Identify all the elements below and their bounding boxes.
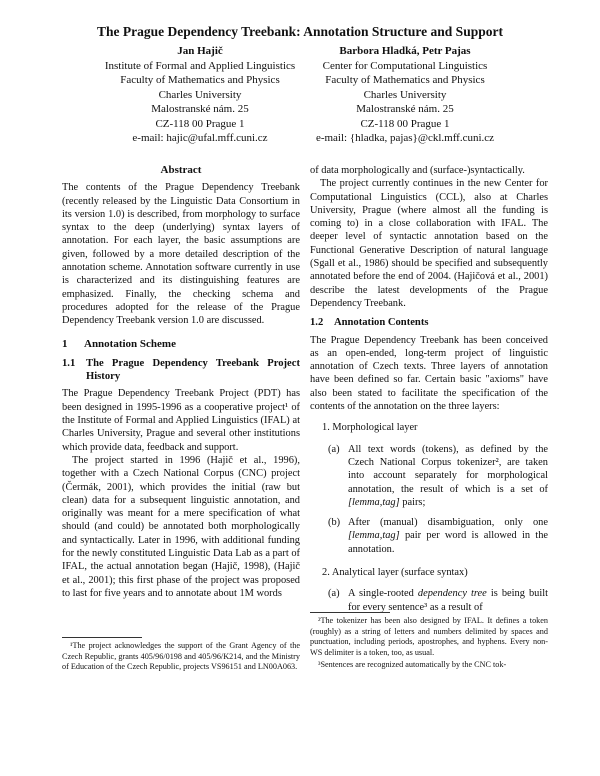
subsection-number: 1.1 [62, 357, 76, 369]
footnotes-right [310, 616, 548, 673]
item-text: A single-rooted dependency tree is being built for every sentence³ as a result of [348, 588, 549, 613]
sub-item [328, 587, 548, 614]
subsection-heading [62, 357, 300, 384]
body-paragraph: The project started in 1996 (Hajič et al., 1996), together with a Czech National Corpus (CNC) project (Čermák, 2001), which provides the initial (raw but clean) data for a subsequent linguistic annotation, and originally was meant for a mere specification of what should (and could) be annotated both morphologically and syntactically. Later in 1996, with additional funding for the newly constituted Linguistic Data Lab as a part of IFAL, the actual annotation began (Hajič, 1998), (Hajič et al., 2001); this first phase of the project was proposed to last for five years and to annotate about 1M words [62, 454, 300, 599]
abstract-heading: Abstract [160, 164, 202, 176]
layer-title: 1. Morphological layer [322, 422, 418, 434]
emphasis: [lemma,tag] [348, 530, 400, 542]
affiliation-line: Malostranské nám. 25 [151, 103, 249, 115]
footnote-rule [310, 612, 390, 613]
item-marker: (b) [328, 517, 341, 529]
footnote: ¹The project acknowledges the support of the Grant Agency of the Czech Republic, grants 405/96/0198 and 405/96/K214, and the Ministry of Education of the Czech Republic, projects VS96151 and LN00A063. [62, 641, 300, 672]
footnote: ³Sentences are recognized automatically by the CNC tok- [318, 660, 507, 670]
affiliation-line: Institute of Formal and Applied Linguistics [104, 59, 296, 72]
footnote-rule [62, 637, 142, 638]
item-marker: (a) [328, 443, 340, 455]
subsection-heading [310, 316, 548, 329]
body-paragraph: The Prague Dependency Treebank has been conceived as an open-ended, long-term project of linguistic annotation of Czech texts. Three layers of annotation have been defined so far. Certain basic "axioms" have also been stated to facilitate the specification of the contents of the annotation on the three layers: [310, 334, 548, 413]
affiliation-line: Charles University [158, 88, 242, 101]
list-item [310, 566, 548, 614]
item-text: All text words (tokens), as defined by the Czech National Corpus tokenizer², are taken into account separately for morphological annotation, the result of which is a set of [lemma,tag] pairs; [348, 443, 548, 508]
right-column [310, 164, 548, 624]
author-block-right [300, 44, 510, 146]
layer-list [310, 421, 548, 614]
section-number: 1 [62, 337, 68, 350]
sub-item [328, 516, 548, 556]
left-column [62, 164, 300, 600]
affiliation-line: Faculty of Mathematics and Physics [325, 74, 485, 86]
author-name: Jan Hajič [177, 45, 223, 57]
author-block-left [90, 44, 310, 146]
item-marker: (a) [328, 588, 340, 600]
section-title: Annotation Scheme [84, 337, 176, 350]
list-item [310, 421, 548, 556]
footnotes-left [62, 641, 300, 675]
footnote: ²The tokenizer has been also designed by IFAL. It defines a token (roughly) as a string of letters and numbers delimited by spaces and punctuation, including periods, apostrophes, and hyphens. Every non-WS delimiter is a token, too, as usual. [310, 616, 548, 657]
affiliation-line: CZ-118 00 Prague 1 [155, 117, 245, 130]
body-paragraph: of data morphologically and (surface-)syntactically. [310, 165, 525, 176]
author-email: e-mail: hajic@ufal.mff.cuni.cz [132, 132, 268, 144]
affiliation-line: Malostranské nám. 25 [356, 103, 454, 115]
affiliation-line: Center for Computational Linguistics [322, 59, 488, 72]
sub-item-list [328, 443, 548, 556]
author-name: Barbora Hladká, Petr Pajas [339, 45, 471, 57]
section-heading [62, 338, 300, 351]
item-text: After (manual) disambiguation, only one [lemma,tag] pair per word is allowed in the annotation. [348, 517, 548, 555]
subsection-number: 1.2 [310, 317, 324, 329]
sub-item-list [328, 587, 548, 614]
body-paragraph: The project currently continues in the new Center for Computational Linguistics (CCL), also at Charles University, Prague (where almost all the funding is coming to) in a close collaboration with IFAL. The deeper level of syntactic annotation based on the Functional Generative Description of natural language (Sgall et al., 1986) should be specified and subsequently annotated before the end of 2004. (Hajičová et al., 2001) describe the latest developments of the Prague Dependency Treebank. [310, 178, 548, 309]
emphasis: [lemma,tag] [348, 496, 400, 508]
affiliation-line: CZ-118 00 Prague 1 [360, 117, 450, 130]
layer-title: 2. Analytical layer (surface syntax) [322, 567, 468, 579]
affiliation-line: Charles University [363, 88, 447, 101]
author-email: e-mail: {hladka, pajas}@ckl.mff.cuni.cz [315, 132, 495, 144]
emphasis: dependency tree [417, 588, 487, 600]
body-paragraph: The Prague Dependency Treebank Project (PDT) has been designed in 1995-1996 as a cooperative project¹ of the Institute of Formal and Applied Linguistics (IFAL) at Charles University, Prague and several other institutions which provide data, feedback and support. [62, 388, 300, 453]
paper-title: The Prague Dependency Treebank: Annotation Structure and Support [97, 24, 503, 39]
subsection-title: Annotation Contents [334, 317, 429, 329]
abstract-text: The contents of the Prague Dependency Treebank (recently released by the Linguistic Data Consortium in its version 1.0) is described, from morphology to surface syntax to the deep (underlying) syntax layers of annotation. For each layer, the basic assumptions are given, followed by a more detailed description of the annotation scheme. Annotation software currently in use is characterized and its distinguishing features are emphasized. Finally, the checking schema and procedures adopted for the release of the Prague Dependency Treebank version 1.0 are discussed. [62, 182, 300, 327]
subsection-title: The Prague Dependency Treebank Project History [86, 357, 300, 383]
sub-item [328, 443, 548, 509]
affiliation-line: Faculty of Mathematics and Physics [120, 74, 280, 86]
